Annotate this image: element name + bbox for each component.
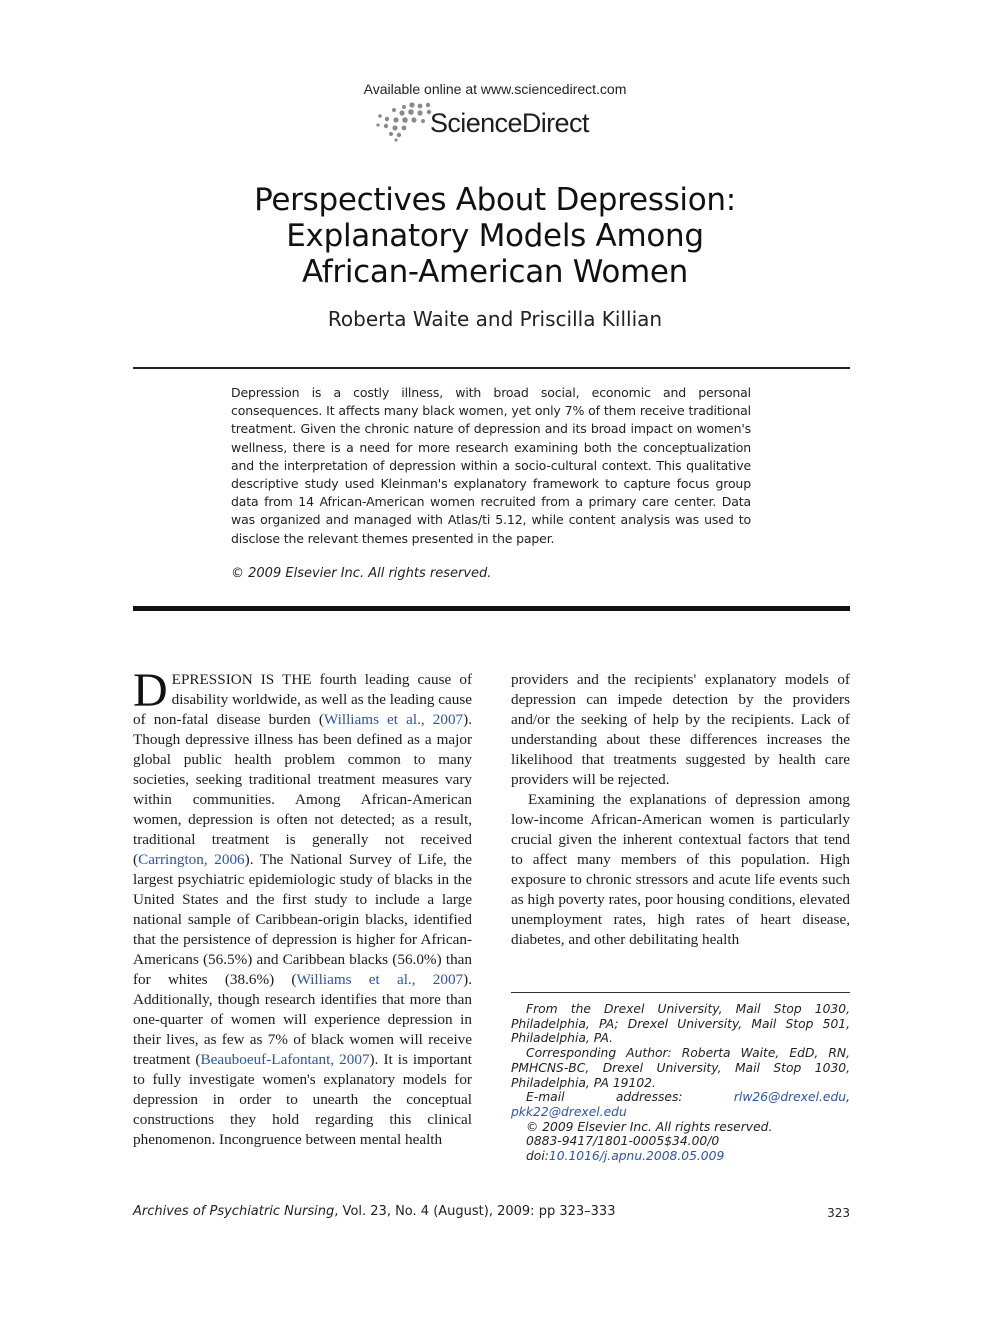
doi-label: doi: xyxy=(526,1149,549,1164)
title-line: African-American Women xyxy=(301,254,689,290)
footnote-doi xyxy=(511,1149,850,1164)
footnote xyxy=(511,1002,850,1164)
available-online-text: Available online at www.sciencedirect.com xyxy=(363,81,627,97)
journal-citation xyxy=(133,1204,615,1219)
footnote-emails: E-mail addresses: rlw26@drexel.edu, pkk22@drexel.edu xyxy=(511,1090,850,1119)
divider-top xyxy=(133,367,850,369)
body-paragraph: providers and the recipients' explanatory models of depression can impede detection by the providers and/or the seeking of help by the recipients. Lack of understanding about these differences increases the likelihood that treatments suggested by health care providers will be rejected. xyxy=(511,671,850,788)
title-line: Explanatory Models Among xyxy=(286,218,704,254)
body-text: ). Though depressive illness has been defined as a major global public health problem common to many societies, seeking traditional treatment measures vary within communities. Among African-American women, depression is often not detected; as a result, traditional treatment is generally not received ( xyxy=(133,711,472,868)
doi-link[interactable]: 10.1016/j.apnu.2008.05.009 xyxy=(548,1149,725,1164)
citation-link[interactable]: Williams et al., 2007 xyxy=(296,971,464,988)
citation-link[interactable]: Beauboeuf-Lafontant, 2007 xyxy=(200,1051,370,1068)
citation-details: , Vol. 23, No. 4 (August), 2009: pp 323–333 xyxy=(334,1204,616,1219)
divider-bottom xyxy=(133,606,850,611)
email-link[interactable]: pkk22@drexel.edu xyxy=(511,1104,627,1119)
footnote-divider xyxy=(511,992,850,993)
footnote-issn: 0883-9417/1801-0005$34.00/0 xyxy=(526,1134,720,1149)
journal-name: Archives of Psychiatric Nursing xyxy=(133,1204,335,1219)
body-column-left xyxy=(133,664,473,1150)
footnote-affiliation: From the Drexel University, Mail Stop 1030, Philadelphia, PA; Drexel University, Mail Stop 501, Philadelphia, PA. xyxy=(511,1002,850,1046)
email-label: E-mail addresses: xyxy=(526,1090,734,1105)
sciencedirect-wordmark: ScienceDirect xyxy=(430,108,589,138)
article-title xyxy=(0,182,990,290)
citation-link[interactable]: Carrington, 2006 xyxy=(138,851,245,868)
body-column-right xyxy=(511,670,850,950)
title-line: Perspectives About Depression: xyxy=(254,182,736,218)
intro-paragraph xyxy=(133,664,473,1150)
citation-link[interactable]: Williams et al., 2007 xyxy=(323,711,464,728)
drop-cap: D xyxy=(133,664,168,717)
body-text: ). It is important to fully investigate women's explanatory models for depression in order to unearth the conceptual constructions they hold regarding this clinical phenomenon. Incongruence between mental health xyxy=(133,1051,472,1148)
body-text: EPRESSION IS THE fourth leading cause of disability worldwide, as well as the leading cause of non-fatal disease burden ( xyxy=(133,671,472,728)
sciencedirect-logo[interactable] xyxy=(372,100,612,144)
email-link[interactable]: rlw26@drexel.edu xyxy=(733,1090,847,1105)
abstract xyxy=(231,384,751,548)
body-text: ). The National Survey of Life, the largest psychiatric epidemiologic study of blacks in the United States and the first study to include a large national sample of Caribbean-origin blacks, identified that the persistence of depression is higher for African-Americans (56.5%) and Caribbean blacks (56.0%) than for whites (38.6%) ( xyxy=(133,851,473,988)
page-number: 323 xyxy=(827,1206,850,1220)
body-text: ). Additionally, though research identifies that more than one-quarter of women will experience depression in their lives, as few as 7% of black women will receive treatment ( xyxy=(133,971,472,1068)
abstract-text: Depression is a costly illness, with broad social, economic and personal consequences. It affects many black women, yet only 7% of them receive traditional treatment. Given the chronic nature of depression and its broad impact on women's wellness, there is a need for more research examining both the conceptualization and the interpretation of depression within a socio-cultural context. This qualitative descriptive study used Kleinman's explanatory framework to capture focus group data from 14 African-American women recruited from a primary care center. Data was organized and managed with Atlas/ti 5.12, while content analysis was used to disclose the relevant themes presented in the paper. xyxy=(231,385,751,546)
authors: Roberta Waite and Priscilla Killian xyxy=(327,307,663,331)
abstract-copyright: © 2009 Elsevier Inc. All rights reserved. xyxy=(231,566,492,581)
footnote-copyright: © 2009 Elsevier Inc. All rights reserved. xyxy=(526,1119,773,1134)
sciencedirect-dots-icon xyxy=(372,100,436,144)
body-paragraph: Examining the explanations of depression among low-income African-American women is particularly crucial given the inherent contextual factors that tend to affect many members of this population. High exposure to chronic stressors and acute life events such as high poverty rates, poor housing conditions, elevated unemployment rates, high rates of heart disease, diabetes, and other debilitating health xyxy=(511,791,850,948)
footnote-corresponding: Corresponding Author: Roberta Waite, EdD, RN, PMHCNS-BC, Drexel University, Mail Stop 1030, Philadelphia, PA 19102. xyxy=(511,1046,850,1090)
